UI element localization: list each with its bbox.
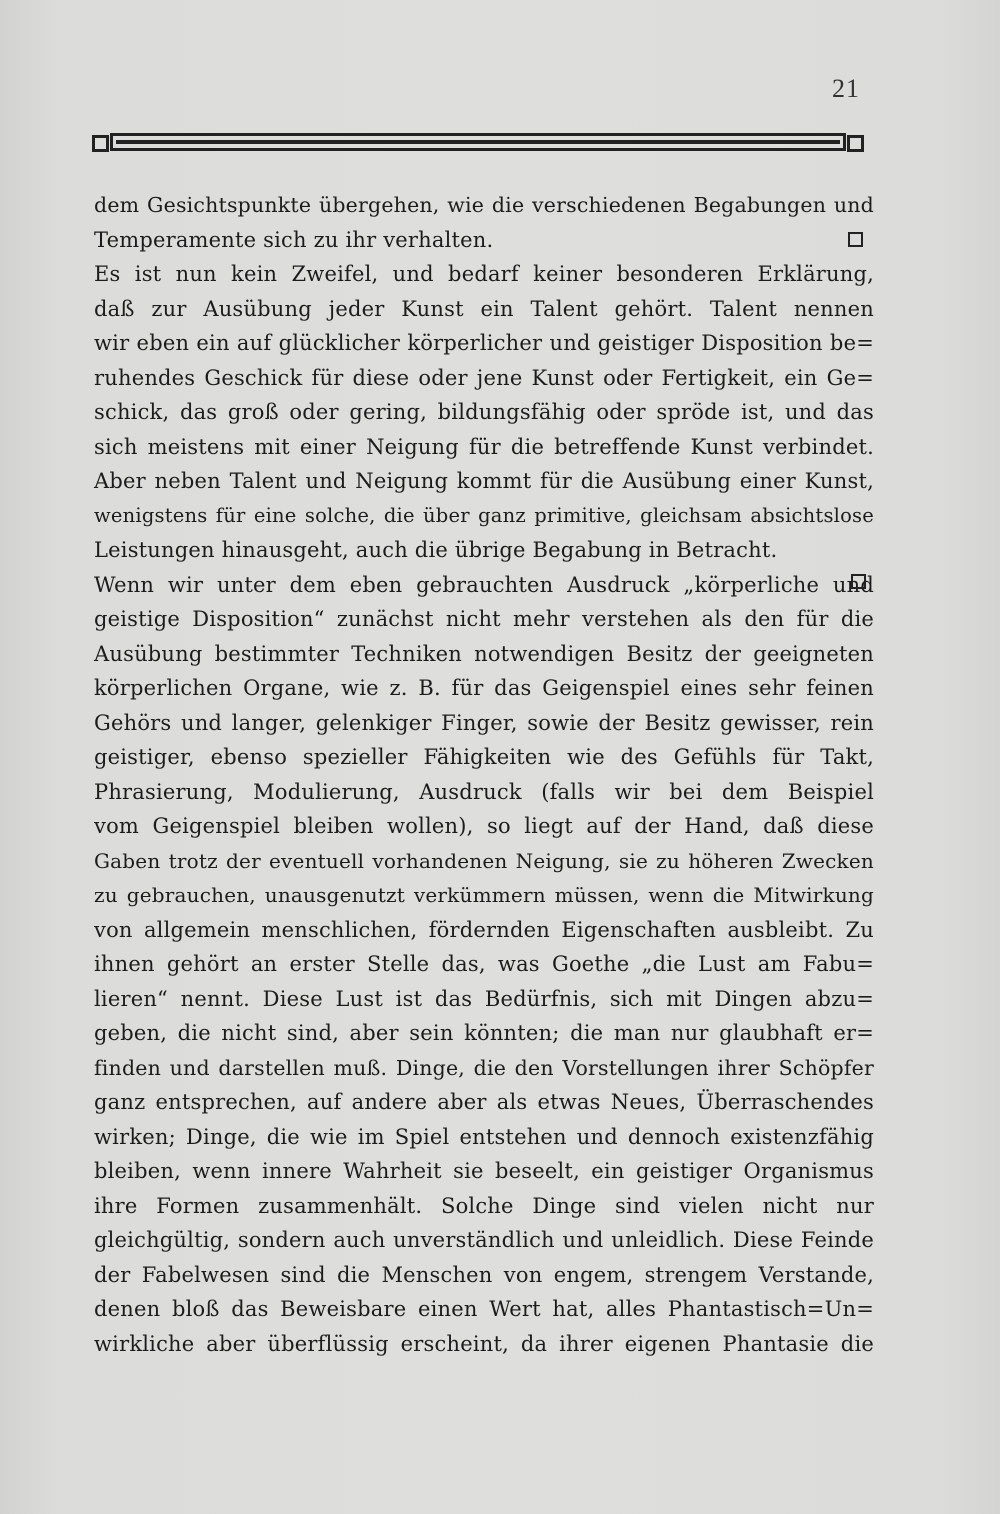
text-line: ganz entsprechen, auf andere aber als etwas Neues, Überraschendes xyxy=(94,1090,874,1114)
text-line: Ausübung bestimmter Techniken notwendigen Besitz der geeigneten xyxy=(94,641,874,666)
text-line: schick, das groß oder gering, bildungsfähig oder spröde ist, und das xyxy=(94,400,874,424)
page-number: 21 xyxy=(832,74,860,103)
text-line: gleichgültig, sondern auch unverständlich und unleidlich. Diese Feinde xyxy=(94,1228,874,1252)
text-line: Wenn wir unter dem eben gebrauchten Ausdruck „körperliche und xyxy=(94,572,874,597)
text-line: zu gebrauchen, unausgenutzt verkümmern müssen, wenn die Mitwirkung xyxy=(94,883,874,907)
paragraph-mark-icon xyxy=(848,232,863,247)
text-line: geistiger, ebenso spezieller Fähigkeiten wie des Gefühls für Takt, xyxy=(94,745,874,769)
text-line: von allgemein menschlichen, fördernden Eigenschaften ausbleibt. Zu xyxy=(94,917,874,942)
text-line: wirkliche aber überflüssig erscheint, da ihrer eigenen Phantasie die xyxy=(94,1331,874,1356)
ornament-square-right xyxy=(847,135,864,152)
text-line: denen bloß das Beweisbare einen Wert hat, alles Phantastisch=Un= xyxy=(94,1297,874,1321)
text-line: finden und darstellen muß. Dinge, die den Vorstellungen ihrer Schöpfer xyxy=(94,1055,874,1080)
text-line: Temperamente sich zu ihr verhalten. xyxy=(94,227,494,252)
text-line: der Fabelwesen sind die Menschen von engem, strengem Verstande, xyxy=(94,1262,874,1287)
text-line: vom Geigenspiel bleiben wollen), so liegt auf der Hand, daß diese xyxy=(94,814,874,838)
text-line: daß zur Ausübung jeder Kunst ein Talent gehört. Talent nennen xyxy=(94,296,874,321)
body-text xyxy=(94,188,874,1361)
text-line: Leistungen hinausgeht, auch die übrige Begabung in Betracht. xyxy=(94,538,778,562)
text-line: dem Gesichtspunkte übergehen, wie die verschiedenen Begabungen und xyxy=(94,193,874,217)
text-line: geben, die nicht sind, aber sein könnten; die man nur glaubhaft er= xyxy=(94,1021,874,1045)
text-line: geistige Disposition“ zunächst nicht mehr verstehen als den für die xyxy=(94,607,874,631)
text-line: wir eben ein auf glücklicher körperlicher und geistiger Disposition be= xyxy=(94,331,874,355)
text-line: wirken; Dinge, die wie im Spiel entstehen und dennoch existenzfähig xyxy=(94,1124,874,1149)
text-line: Aber neben Talent und Neigung kommt für die Ausübung einer Kunst, xyxy=(94,469,874,493)
ornament-band xyxy=(116,133,840,151)
text-line: Gehörs und langer, gelenkiger Finger, sowie der Besitz gewisser, rein xyxy=(94,710,874,735)
text-line: ruhendes Geschick für diese oder jene Kunst oder Fertigkeit, ein Ge= xyxy=(94,365,874,390)
text-line: Phrasierung, Modulierung, Ausdruck (falls wir bei dem Beispiel xyxy=(94,779,874,804)
text-line: ihnen gehört an erster Stelle das, was Goethe „die Lust am Fabu= xyxy=(94,952,874,976)
header-ornament-rule xyxy=(92,131,864,155)
text-line: ihre Formen zusammenhält. Solche Dinge sind vielen nicht nur xyxy=(94,1193,874,1218)
text-line: lieren“ nennt. Diese Lust ist das Bedürfnis, sich mit Dingen abzu= xyxy=(94,986,874,1011)
text-line: Es ist nun kein Zweifel, und bedarf keiner besonderen Erklärung, xyxy=(94,262,874,286)
text-line: sich meistens mit einer Neigung für die betreffende Kunst verbindet. xyxy=(94,434,874,459)
text-line: Gaben trotz der eventuell vorhandenen Neigung, sie zu höheren Zwecken xyxy=(94,848,874,873)
text-line: wenigstens für eine solche, die über ganz primitive, gleichsam absichtslose xyxy=(94,503,874,527)
paragraph-mark-icon xyxy=(851,574,866,589)
text-line: körperlichen Organe, wie z. B. für das Geigenspiel eines sehr feinen xyxy=(94,676,874,700)
ornament-square-left xyxy=(92,135,109,152)
text-line: bleiben, wenn innere Wahrheit sie beseelt, ein geistiger Organismus xyxy=(94,1159,874,1183)
